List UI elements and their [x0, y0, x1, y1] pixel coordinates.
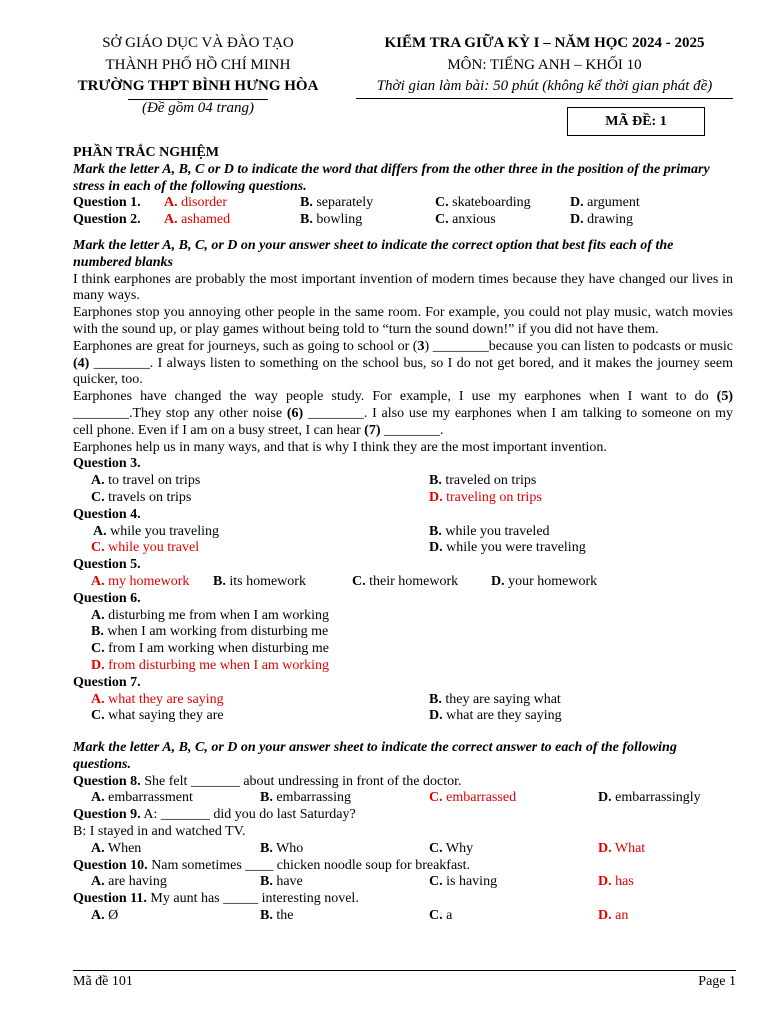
exam-header [73, 33, 733, 145]
department-name: SỞ GIÁO DỤC VÀ ĐÀO TẠO [102, 35, 294, 51]
section-title: PHẦN TRẮC NGHIỆM [73, 145, 219, 160]
question-4-label: Question 4. [73, 506, 141, 522]
question-6-label: Question 6. [73, 590, 141, 606]
question-7-row-1 [73, 692, 733, 709]
option-b: B. its homework [213, 573, 306, 589]
option-b: B. bowling [300, 212, 363, 228]
option-d: D. your homework [491, 573, 598, 589]
question-9-stem: Question 9. A: _______ did you do last Saturday? [73, 807, 356, 823]
option-c: C. travels on trips [91, 489, 192, 505]
option-d: D. What [598, 840, 646, 856]
question-2 [73, 212, 733, 229]
question-6-option-b: B. when I am working from disturbing me [91, 624, 329, 640]
passage-paragraph-4: Earphones have changed the way people study. For example, I use my earphones when I want to do (5) ________.They stop any other noise (6) ________. I also use my earphones when I am talking to someone on my cell phone. Even if I am on a busy street, I can hear (7) ________. [73, 389, 733, 438]
passage-paragraph-1: I think earphones are probably the most important invention of modern times because they have changed our lives in many ways. [73, 271, 733, 304]
option-a: A. When [91, 840, 142, 856]
exam-code-box: MÃ ĐỀ: 1 [567, 107, 705, 136]
question-9-options [73, 841, 733, 858]
time-line: Thời gian làm bài: 50 phút (không kể thời gian phát đề) [356, 76, 733, 99]
header-left [73, 33, 323, 119]
option-d: D. what are they saying [429, 708, 562, 724]
passage-paragraph-2: Earphones stop you annoying other people in the same room. For example, you could not play music, watch movies with the sound up, or play games without being told to “turn the sound down!” if you did not have them. [73, 305, 733, 337]
option-b: B. they are saying what [429, 691, 561, 707]
question-8-stem: Question 8. She felt _______ about undressing in front of the doctor. [73, 773, 462, 789]
option-b: B. have [260, 874, 303, 890]
option-a: A. what they are saying [91, 691, 224, 707]
question-4-row-2 [73, 540, 733, 557]
instruction-cloze: Mark the letter A, B, C, or D on your answer sheet to indicate the correct option that best fits each of the numbered blanks [73, 237, 674, 270]
footer-page-number: Page 1 [698, 974, 736, 989]
option-c: C. embarrassed [429, 790, 517, 806]
city-name: THÀNH PHỐ HỒ CHÍ MINH [105, 56, 291, 73]
page-count-note: (Đề gồm 04 trang) [128, 99, 268, 116]
option-a: A. embarrassment [91, 790, 193, 806]
passage-paragraph-3: Earphones are great for journeys, such as going to school or (3) ________because you can listen to podcasts or music (4) ________. I always listen to something on the school bus, so I do not get bored, and it makes the journey seem quicker, too. [73, 338, 733, 388]
option-b: B. Who [260, 840, 304, 856]
question-7-label: Question 7. [73, 674, 141, 690]
header-right [356, 33, 733, 99]
option-a: A. Ø [91, 908, 119, 924]
page-footer [73, 970, 736, 992]
option-c: C. their homework [352, 573, 459, 589]
option-a: A. my homework [91, 573, 190, 589]
question-6-option-c: C. from I am working when disturbing me [91, 641, 329, 657]
question-1 [73, 195, 733, 212]
subject-line: MÔN: TIẾNG ANH – KHỐI 10 [447, 56, 642, 73]
option-c: C. is having [429, 874, 498, 890]
exam-title: KIỂM TRA GIỮA KỲ I – NĂM HỌC 2024 - 2025 [384, 35, 705, 51]
school-name: TRƯỜNG THPT BÌNH HƯNG HÒA [77, 78, 319, 94]
option-a: A. are having [91, 874, 167, 890]
question-6-option-d: D. from disturbing me when I am working [91, 657, 329, 673]
question-11-options [73, 908, 733, 925]
option-d: D. an [598, 908, 629, 924]
option-c: C. what saying they are [91, 708, 224, 724]
option-d: D. argument [570, 195, 640, 211]
option-b: B. while you traveled [429, 523, 550, 539]
question-5-row [73, 574, 733, 591]
option-d: D. while you were traveling [429, 540, 586, 556]
question-10-stem: Question 10. Nam sometimes ____ chicken noodle soup for breakfast. [73, 857, 470, 873]
question-3-label: Question 3. [73, 456, 141, 472]
question-6-option-a: A. disturbing me from when I am working [91, 607, 329, 623]
question-label: Question 2. [73, 212, 141, 228]
option-c: C. skateboarding [435, 195, 531, 211]
question-3-row-1 [73, 473, 733, 490]
option-d: D. embarrassingly [598, 790, 701, 806]
question-11-stem: Question 11. My aunt has _____ interesting novel. [73, 891, 359, 907]
instruction-stress: Mark the letter A, B, C or D to indicate the word that differs from the other three in the position of the primary stress in each of the following questions. [73, 161, 710, 194]
option-a: A. disorder [164, 195, 228, 211]
instruction-answers: Mark the letter A, B, C, or D on your answer sheet to indicate the correct answer to each of the following questions. [73, 740, 677, 772]
option-c: C. a [429, 908, 453, 924]
option-a: A. to travel on trips [91, 473, 201, 489]
question-4-row-1 [73, 524, 733, 541]
exam-page [73, 33, 733, 925]
option-c: C. while you travel [91, 540, 200, 556]
question-8-options [73, 790, 733, 807]
option-d: D. traveling on trips [429, 489, 542, 505]
option-c: C. Why [429, 840, 474, 856]
question-9-line-2: B: I stayed in and watched TV. [73, 824, 246, 840]
option-a: A. ashamed [164, 212, 231, 228]
option-b: B. separately [300, 195, 374, 211]
question-7-row-2 [73, 708, 733, 725]
question-label: Question 1. [73, 195, 141, 211]
option-b: B. embarrassing [260, 790, 351, 806]
footer-exam-code: Mã đề 101 [73, 974, 133, 989]
option-b: B. traveled on trips [429, 473, 537, 489]
passage-paragraph-5: Earphones help us in many ways, and that is why I think they are the most important invention. [73, 439, 607, 455]
question-10-options [73, 874, 733, 891]
option-c: C. anxious [435, 212, 496, 228]
question-5-label: Question 5. [73, 557, 141, 573]
question-3-row-2 [73, 490, 733, 507]
option-b: B. the [260, 908, 294, 924]
option-d: D. has [598, 874, 634, 890]
option-a: A. while you traveling [93, 523, 219, 539]
option-d: D. drawing [570, 212, 634, 228]
